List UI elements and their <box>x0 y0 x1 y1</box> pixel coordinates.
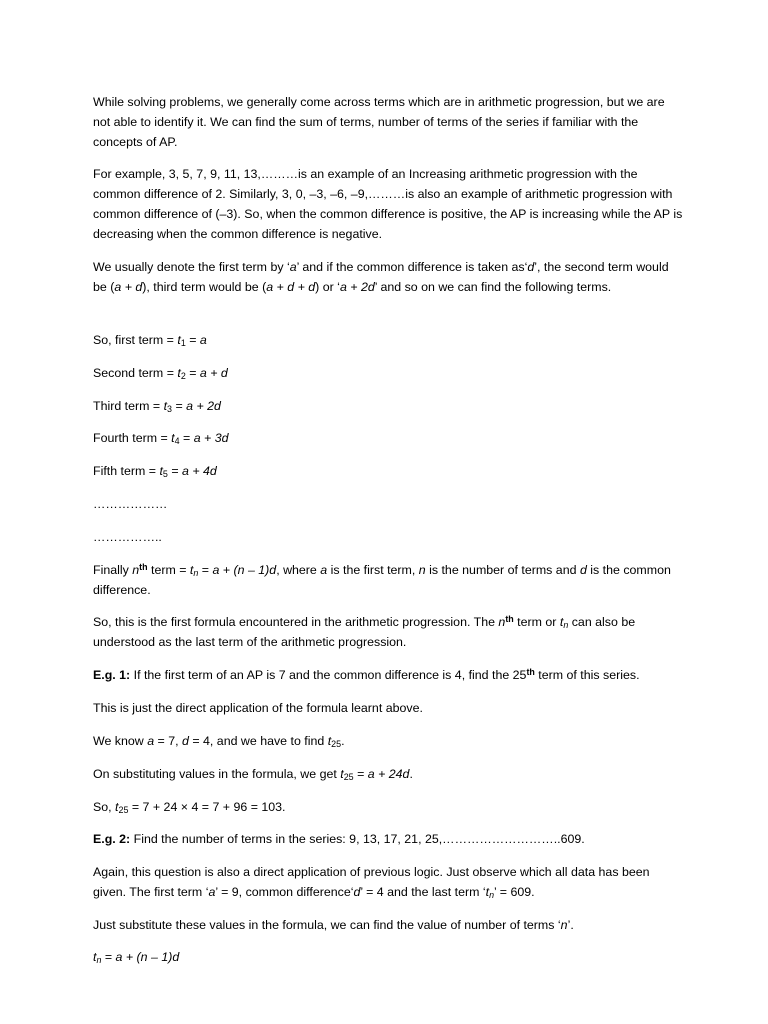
general-term-formula: $t_n = a + (n - 1)d$ <box>93 950 180 966</box>
example-1-substitution: On substituting values in the formula, we get $t_{25} = a + 24d$. <box>93 767 413 783</box>
intro-paragraph: While solving problems, we generally come across terms which are in arithmetic progression, but we are not able to identify it. We can find the sum of terms, number of terms of the series if familiar with the concepts of AP. <box>93 95 665 149</box>
formula-note-paragraph: So, this is the first formula encountered in the arithmetic progression. The $n^{th}$ term or $t_n$ can also be understood as the last term of the arithmetic progression. <box>93 613 636 649</box>
nth-term-paragraph: Finally $n^{th}$ term = $t_n = a + (n - 1)d$, where a is the first term, n is the number of terms and d is the common difference. <box>93 561 671 597</box>
ellipsis-line-1: ……………… <box>93 497 168 511</box>
term-line-1: So, first term = $t_1 = a$ <box>93 333 207 349</box>
term-line-5: Fifth term = $t_5 = a + 4d$ <box>93 464 217 480</box>
example-2-instruction: Just substitute these values in the formula, we can find the value of number of terms ‘n’. <box>93 918 574 932</box>
example-2-note: Again, this question is also a direct application of previous logic. Just observe which all data has been given. The first term ‘a’ = 9, common difference‘d’ = 4 and the last term ‘$t_n$’ = 609. <box>93 865 650 901</box>
ellipsis-line-2: …………….. <box>93 530 162 544</box>
term-line-2: Second term = $t_2 = a + d$ <box>93 366 228 382</box>
example-1-known-values: We know a = 7, d = 4, and we have to find $t_{25}$. <box>93 734 345 750</box>
term-line-3: Third term = $t_3 = a + 2d$ <box>93 399 221 415</box>
example-1-question: E.g. 1: If the first term of an AP is 7 and the common difference is 4, find the 25th term of this series. <box>93 666 640 682</box>
term-line-4: Fourth term = $t_4 = a + 3d$ <box>93 431 229 447</box>
example-2-question: E.g. 2: Find the number of terms in the series: 9, 13, 17, 21, 25,………………………..609. <box>93 832 585 846</box>
example-1-note: This is just the direct application of the formula learnt above. <box>93 701 423 715</box>
example-paragraph: For example, 3, 5, 7, 9, 11, 13,………is an example of an Increasing arithmetic progression with the common difference of 2. Similarly, 3, 0, –3, –6, –9,………is also an example of arithmetic progression with common difference of (–3). So, when the common difference is positive, the AP is increasing while the AP is decreasing when the common difference is negative. <box>93 167 683 241</box>
notation-paragraph: We usually denote the first term by ‘a’ and if the common difference is taken as‘d’, the second term would be (a + d), third term would be (a + d + d) or ‘a + 2d’ and so on we can find the following terms. <box>93 260 669 294</box>
example-1-answer: So, $t_{25} = 7 + 24 \times 4 = 7 + 96 = 103$. <box>93 800 286 816</box>
